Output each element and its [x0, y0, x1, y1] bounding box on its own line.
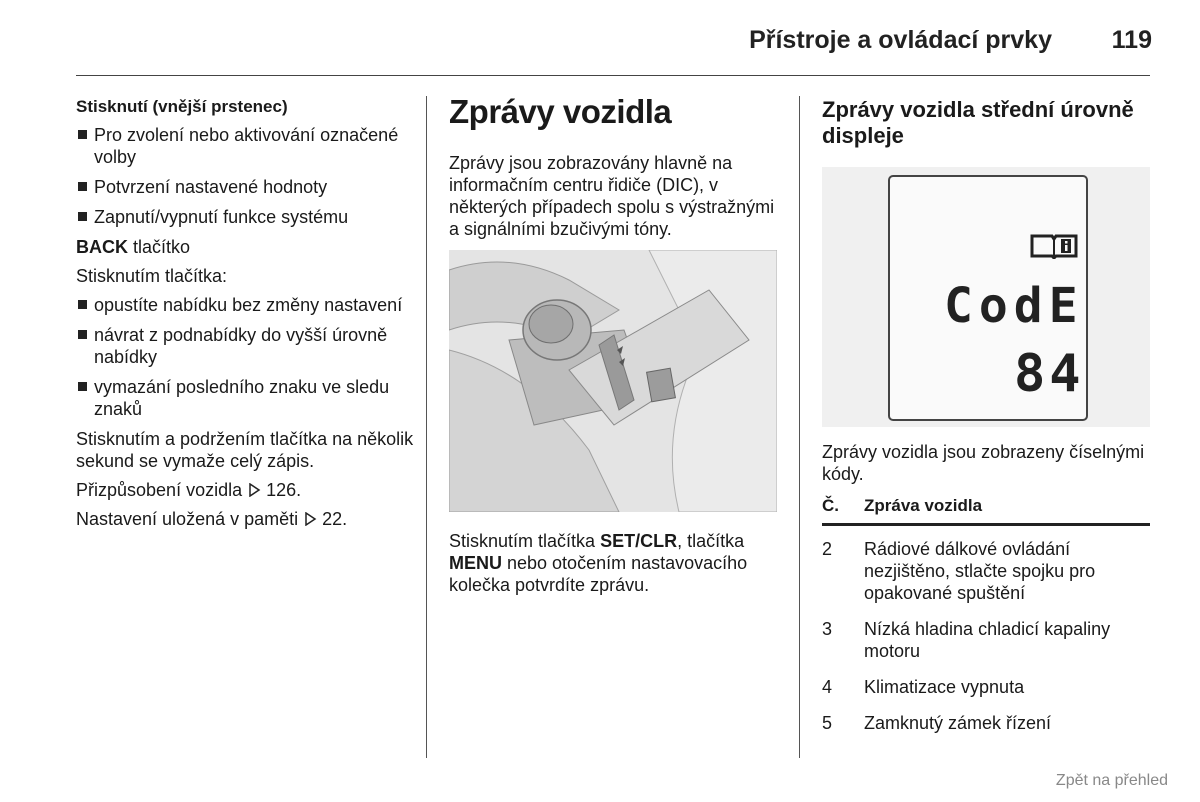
column-left — [76, 92, 416, 537]
lcd-code-text: CodE — [944, 278, 1084, 334]
column-header-number: Č. — [822, 496, 839, 515]
column-header-message: Zpráva vozidla — [864, 496, 983, 515]
page-number: 119 — [1111, 26, 1152, 54]
table-row: 2 Rádiové dálkové ovládání nezjištěno, stlačte spojku pro opakované spuštění — [822, 539, 1096, 603]
cross-reference-link[interactable]: Nastavení uložená v paměti 22. — [76, 509, 348, 529]
steering-stalk-illustration — [449, 250, 777, 512]
lcd-display — [888, 175, 1088, 421]
cross-reference-link[interactable]: Přizpůsobení vozidla 126. — [76, 480, 302, 500]
list-item: opustíte nabídku bez změny nastavení — [76, 294, 416, 316]
back-button-label: BACK tlačítko — [76, 237, 191, 257]
back-to-overview-link[interactable]: Zpět na přehled — [1055, 772, 1168, 789]
list-item: Pro zvolení nebo aktivování označené volby — [76, 124, 416, 168]
column-divider — [426, 96, 427, 758]
display-illustration — [822, 167, 1150, 427]
list-item: Potvrzení nastavené hodnoty — [76, 176, 416, 198]
column-divider — [799, 96, 800, 758]
table-row: 4 Klimatizace vypnuta — [822, 677, 1025, 697]
press-intro: Stisknutím tlačítka: — [76, 266, 228, 286]
bullet-square-icon — [78, 212, 87, 221]
page-header-title: Přístroje a ovládací prvky — [749, 26, 1052, 54]
list-item: vymazání posledního znaku ve sledu znaků — [76, 376, 416, 420]
message-table-header — [822, 495, 1150, 526]
bullet-square-icon — [78, 382, 87, 391]
display-caption: Zprávy vozidla jsou zobrazeny číselnými kódy. — [822, 442, 1145, 484]
section-subheading: Stisknutí (vnější prstenec) — [76, 97, 288, 116]
bullet-square-icon — [78, 130, 87, 139]
table-row: 3 Nízká hladina chladicí kapaliny motoru — [822, 619, 1111, 661]
section-heading: Zprávy vozidla střední úrovně displeje — [822, 97, 1134, 148]
list-item: Zapnutí/vypnutí funkce systému — [76, 206, 416, 228]
bullet-square-icon — [78, 300, 87, 309]
header-divider — [76, 75, 1150, 76]
column-right — [822, 92, 1150, 734]
section-heading: Zprávy vozidla — [449, 93, 672, 130]
press-actions-list — [76, 124, 416, 228]
owners-manual-info-icon — [1030, 233, 1078, 259]
column-middle — [449, 92, 784, 603]
table-row: 5 Zamknutý zámek řízení — [822, 713, 1052, 733]
page-reference-arrow-icon — [247, 483, 261, 497]
bullet-square-icon — [78, 330, 87, 339]
page-reference-arrow-icon — [303, 512, 317, 526]
lcd-code-number: 84 — [1014, 344, 1085, 404]
bullet-square-icon — [78, 182, 87, 191]
intro-paragraph: Zprávy jsou zobrazovány hlavně na informačním centru řidiče (DIC), v některých případech spolu s výstražnými a signálními bzučivými tóny. — [449, 153, 775, 239]
back-actions-list — [76, 294, 416, 420]
confirm-caption: Stisknutím tlačítka SET/CLR, tlačítka MENU nebo otočením nastavovacího kolečka potvrdíte zprávu. — [449, 531, 748, 595]
list-item: návrat z podnabídky do vyšší úrovně nabídky — [76, 324, 416, 368]
hold-description: Stisknutím a podržením tlačítka na několik sekund se vymaže celý zápis. — [76, 429, 414, 471]
